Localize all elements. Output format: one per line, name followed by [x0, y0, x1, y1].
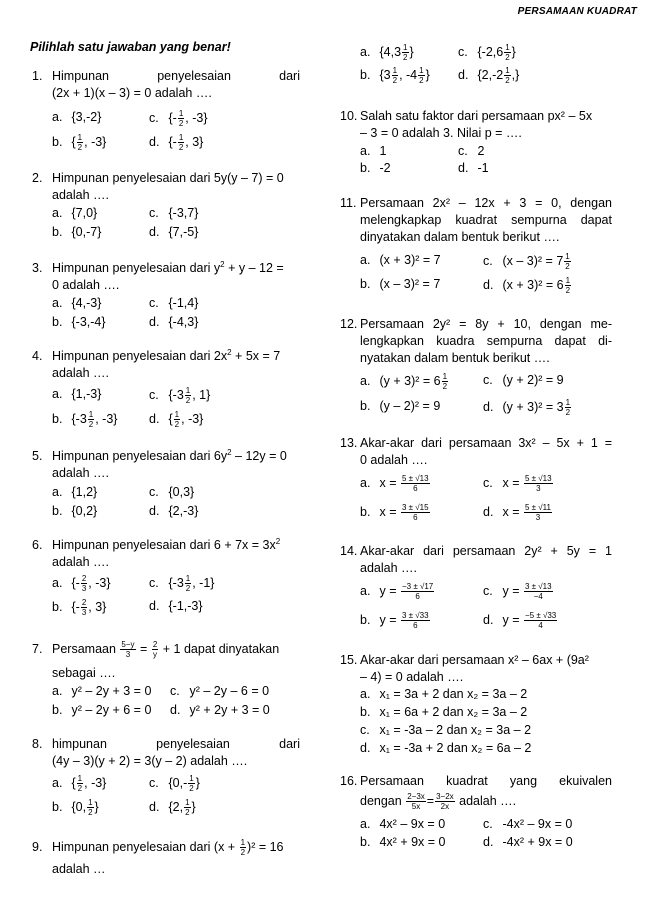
option-7a[interactable]: a. y² – 2y + 3 = 0 — [52, 684, 152, 698]
option-11a[interactable]: a. (x + 3)² = 7 — [360, 253, 441, 267]
question-11: 11. Persamaan 2x² – 12x + 3 = 0, dengan melengkapkap kuadrat sempurna dapat dinyatakan dalam bentuk berikut …. — [340, 196, 612, 244]
option-4d[interactable]: d. { $\frac{1}{2}$ , -3} — [149, 410, 204, 429]
option-1d[interactable]: d. {- $\frac{1}{2}$ , 3} — [149, 133, 204, 152]
option-10b[interactable]: b. -2 — [360, 161, 391, 175]
option-16c[interactable]: c. -4x² – 9x = 0 — [483, 817, 573, 831]
option-8d[interactable]: d. {2, $\frac{1}{2}$ } — [149, 798, 196, 817]
option-5d[interactable]: d. {2,-3} — [149, 504, 199, 518]
option-13a[interactable]: a. x = $\frac{5 \pm √13}{6}$ — [360, 474, 429, 493]
option-10c[interactable]: c. 2 — [458, 144, 485, 158]
option-2d[interactable]: d. {7,-5} — [149, 225, 199, 239]
option-14b[interactable]: b. y = $\frac{3 \pm √33}{6}$ — [360, 611, 429, 630]
option-8c[interactable]: c. {0,- $\frac{1}{2}$ } — [149, 774, 200, 793]
option-9d[interactable]: d. {2,-2 $\frac{1}{2}$ ,} — [458, 66, 520, 85]
option-16a[interactable]: a. 4x² – 9x = 0 — [360, 817, 446, 831]
option-12a[interactable]: a. (y + 3)² = 6 $\frac{1}{2}$ — [360, 372, 448, 391]
option-6d[interactable]: d. {-1,-3} — [149, 599, 203, 613]
option-1a[interactable]: a. {3,-2} — [52, 110, 102, 124]
question-10: 10. Salah satu faktor dari persamaan px² – 5x – 3 = 0 adalah 3. Nilai p = …. — [340, 109, 593, 140]
question-7: 7. Persamaan $\frac{5-y}{3}$ = $\frac{2}{y}$ + 1 dapat dinyatakan sebagai …. — [32, 640, 280, 680]
option-7d[interactable]: d. y² + 2y + 3 = 0 — [170, 703, 270, 717]
question-12: 12. Persamaan 2y² = 8y + 10, dengan me- lengkapkan kuadra sempurna dapat di- nyatakan dalam bentuk berikut …. — [340, 317, 612, 365]
question-8: 8. himpunan penyelesaian dari (4y – 3)(y + 2) = 3(y – 2) adalah …. — [32, 737, 300, 768]
question-15: 15. Akar-akar dari persamaan x² – 6ax + (9a² – 4) = 0 adalah …. — [340, 653, 589, 684]
question-16: 16. Persamaan kuadrat yang ekuivalen dengan $\frac{2-3x}{5x}$ = $\frac{3-2x}{2x}$ adalah …. — [340, 774, 612, 811]
option-15a[interactable]: a. x₁ = 3a + 2 dan x₂ = 3a – 2 — [360, 687, 528, 701]
option-13c[interactable]: c. x = $\frac{5 \pm √13}{3}$ — [483, 474, 552, 493]
option-9b[interactable]: b. {3 $\frac{1}{2}$ , -4 $\frac{1}{2}$ } — [360, 66, 430, 85]
option-9c[interactable]: c. {-2,6 $\frac{1}{2}$ } — [458, 43, 516, 62]
option-14c[interactable]: c. y = $\frac{3 \pm √13}{-4}$ — [483, 582, 552, 601]
option-13d[interactable]: d. x = $\frac{5 \pm √11}{3}$ — [483, 503, 551, 522]
option-3a[interactable]: a. {4,-3} — [52, 296, 102, 310]
option-10a[interactable]: a. 1 — [360, 144, 387, 158]
option-7c[interactable]: c. y² – 2y – 6 = 0 — [170, 684, 270, 698]
question-3: 3. Himpunan penyelesaian dari $y^2 + y - 12$ = 0 adalah …. — [32, 260, 284, 292]
instruction: Pilihlah satu jawaban yang benar! — [30, 40, 231, 54]
option-8b[interactable]: b. {0, $\frac{1}{2}$ } — [52, 798, 99, 817]
option-6a[interactable]: a. {- $\frac{2}{3}$ , -3} — [52, 574, 111, 593]
option-3b[interactable]: b. {-3,-4} — [52, 315, 106, 329]
option-13b[interactable]: b. x = $\frac{3 \pm √15}{6}$ — [360, 503, 429, 522]
option-10d[interactable]: d. -1 — [458, 161, 489, 175]
option-3c[interactable]: c. {-1,4} — [149, 296, 199, 310]
option-16b[interactable]: b. 4x² + 9x = 0 — [360, 835, 446, 849]
question-5: 5. Himpunan penyelesaian dari $6y^2 - 12y = 0$ adalah …. — [32, 448, 287, 480]
option-4c[interactable]: c. {-3 $\frac{1}{2}$ , 1} — [149, 386, 211, 405]
option-2c[interactable]: c. {-3,7} — [149, 206, 199, 220]
option-12d[interactable]: d. (y + 3)² = 3 $\frac{1}{2}$ — [483, 398, 571, 417]
option-12c[interactable]: c. (y + 2)² = 9 — [483, 373, 564, 387]
question-2: 2. Himpunan penyelesaian dari 5y(y – 7) = 0 adalah …. — [32, 171, 284, 202]
option-4b[interactable]: b. {-3 $\frac{1}{2}$ , -3} — [52, 410, 118, 429]
option-2b[interactable]: b. {0,-7} — [52, 225, 102, 239]
option-11c[interactable]: c. (x – 3)² = 7 $\frac{1}{2}$ — [483, 252, 570, 271]
question-9: 9. Himpunan penyelesaian dari (x + $\frac{1}{2}$ )² = 16 adalah … — [32, 838, 284, 876]
option-6c[interactable]: c. {-3 $\frac{1}{2}$ , -1} — [149, 574, 215, 593]
option-2a[interactable]: a. {7,0} — [52, 206, 98, 220]
question-6: 6. Himpunan penyelesaian dari $6 + 7x = 3x^2$ adalah …. — [32, 537, 281, 569]
option-9a[interactable]: a. {4,3 $\frac{1}{2}$ } — [360, 43, 414, 62]
option-5b[interactable]: b. {0,2} — [52, 504, 98, 518]
question-1: 1. Himpunan penyelesaian dari (2x + 1)(x – 3) = 0 adalah …. — [32, 69, 300, 100]
option-14d[interactable]: d. y = $\frac{-5 \pm √33}{4}$ — [483, 611, 557, 630]
option-4a[interactable]: a. {1,-3} — [52, 387, 102, 401]
option-15d[interactable]: d. x₁ = -3a + 2 dan x₂ = 6a – 2 — [360, 741, 532, 755]
option-14a[interactable]: a. y = $\frac{-3 \pm √17}{6}$ — [360, 582, 434, 601]
option-1c[interactable]: c. {- $\frac{1}{2}$ , -3} — [149, 109, 208, 128]
option-5c[interactable]: c. {0,3} — [149, 485, 195, 499]
question-13: 13. Akar-akar dari persamaan 3x² – 5x + 1 = 0 adalah …. — [340, 436, 612, 467]
option-15b[interactable]: b. x₁ = 6a + 2 dan x₂ = 3a – 2 — [360, 705, 528, 719]
option-16d[interactable]: d. -4x² + 9x = 0 — [483, 835, 573, 849]
question-14: 14. Akar-akar dari persamaan 2y² + 5y = 1 adalah …. — [340, 544, 612, 575]
option-12b[interactable]: b. (y – 2)² = 9 — [360, 399, 441, 413]
option-7b[interactable]: b. y² – 2y + 6 = 0 — [52, 703, 152, 717]
option-3d[interactable]: d. {-4,3} — [149, 315, 199, 329]
page-header: PERSAMAAN KUADRAT — [517, 6, 637, 17]
option-1b[interactable]: b. { $\frac{1}{2}$ , -3} — [52, 133, 107, 152]
option-15c[interactable]: c. x₁ = -3a – 2 dan x₂ = 3a – 2 — [360, 723, 532, 737]
option-5a[interactable]: a. {1,2} — [52, 485, 98, 499]
option-11d[interactable]: d. (x + 3)² = 6 $\frac{1}{2}$ — [483, 276, 571, 295]
option-8a[interactable]: a. { $\frac{1}{2}$ , -3} — [52, 774, 107, 793]
option-6b[interactable]: b. {- $\frac{2}{3}$ , 3} — [52, 598, 107, 617]
option-11b[interactable]: b. (x – 3)² = 7 — [360, 277, 441, 291]
question-4: 4. Himpunan penyelesaian dari $2x^2 + 5x = 7$ adalah …. — [32, 348, 281, 380]
